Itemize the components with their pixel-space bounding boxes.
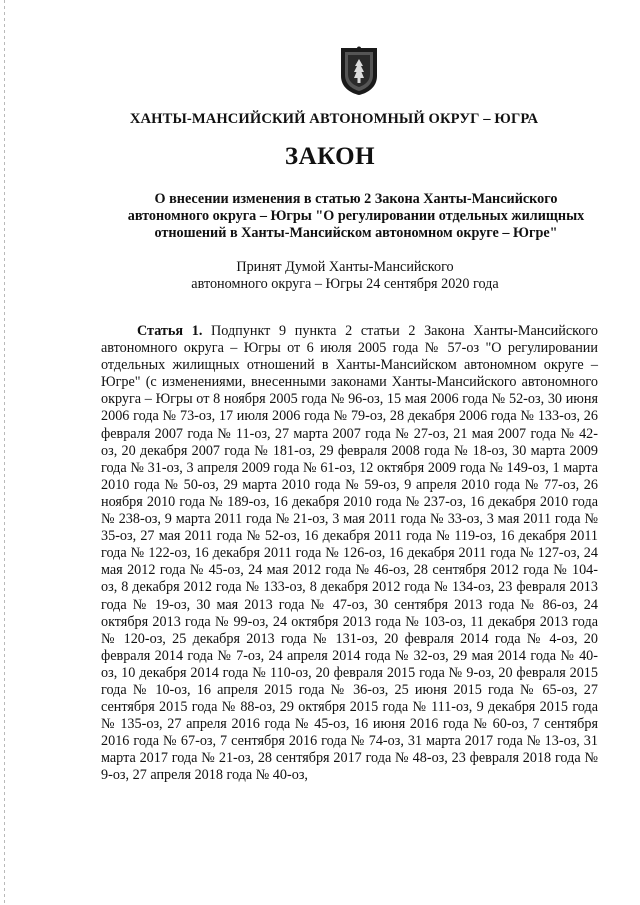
document-type-heading: ЗАКОН	[284, 143, 376, 170]
article-paragraph	[101, 323, 598, 785]
article-number: Статья 1.	[137, 323, 203, 339]
scan-edge-line	[4, 0, 5, 905]
law-title-line: отношений в Ханты-Мансийском автономном округе – Югре"	[154, 225, 558, 241]
coat-of-arms-emblem	[337, 46, 381, 96]
adoption-note-line: автономного округа – Югры 24 сентября 2020 года	[191, 276, 499, 292]
law-title-line: автономного округа – Югры "О регулировании отдельных жилищных	[127, 208, 585, 224]
law-title-line: О внесении изменения в статью 2 Закона Ханты-Мансийского	[154, 191, 558, 207]
article-text: Подпункт 9 пункта 2 статьи 2 Закона Ханты-Мансийского автономного округа – Югры от 6 июля 2005 года № 57-оз "О регулировании отдельных жилищных отношений в Ханты-Мансийском автономном округе – Югре" (с изменениями, внесенными законами Ханты-Мансийского автономного округа – Югры от 8 ноября 2005 года № 96-оз, 15 мая 2006 года № 52-оз, 30 июня 2006 года № 73-оз, 17 июля 2006 года № 79-оз, 28 декабря 2006 года № 133-оз, 26 февраля 2007 года № 11-оз, 27 марта 2007 года № 27-оз, 21 мая 2007 года № 42-оз, 20 декабря 2007 года № 181-оз, 29 февраля 2008 года № 18-оз, 30 марта 2009 года № 31-оз, 3 апреля 2009 года № 61-оз, 12 октября 2009 года № 149-оз, 1 марта 2010 года № 50-оз, 29 марта 2010 года № 59-оз, 9 апреля 2010 года № 77-оз, 26 ноября 2010 года № 189-оз, 16 декабря 2010 года № 237-оз, 16 декабря 2010 года № 238-оз, 9 марта 2011 года № 21-оз, 3 мая 2011 года № 33-оз, 3 мая 2011 года № 35-оз, 27 мая 2011 года № 52-оз, 16 декабря 2011 года № 119-оз, 16 декабря 2011 года № 122-оз, 16 декабря 2011 года № 126-оз, 16 декабря 2011 года № 127-оз, 24 мая 2012 года № 45-оз, 24 мая 2012 года № 46-оз, 28 сентября 2012 года № 104-оз, 8 декабря 2012 года № 133-оз, 8 декабря 2012 года № 134-оз, 23 февраля 2013 года № 19-оз, 30 мая 2013 года № 47-оз, 30 сентября 2013 года № 86-оз, 24 октября 2013 года № 99-оз, 24 октября 2013 года № 103-оз, 11 декабря 2013 года № 120-оз, 25 декабря 2013 года № 131-оз, 20 февраля 2014 года № 4-оз, 20 февраля 2014 года № 7-оз, 24 апреля 2014 года № 32-оз, 29 мая 2014 года № 40-оз, 10 декабря 2014 года № 110-оз, 20 февраля 2015 года № 9-оз, 20 февраля 2015 года № 10-оз, 16 апреля 2015 года № 36-оз, 25 июня 2015 года № 65-оз, 27 сентября 2015 года № 88-оз, 29 октября 2015 года № 111-оз, 9 декабря 2015 года № 135-оз, 27 апреля 2016 года № 45-оз, 16 июня 2016 года № 60-оз, 7 сентября 2016 года № 67-оз, 7 сентября 2016 года № 74-оз, 31 марта 2017 года № 13-оз, 31 марта 2017 года № 21-оз, 28 сентября 2017 года № 48-оз, 23 февраля 2018 года № 9-оз, 27 апреля 2018 года № 40-оз,	[101, 323, 598, 784]
adoption-note-line: Принят Думой Ханты-Мансийского	[236, 259, 454, 275]
adoption-note	[150, 259, 540, 293]
region-heading: ХАНТЫ-МАНСИЙСКИЙ АВТОНОМНЫЙ ОКРУГ – ЮГРА	[129, 111, 539, 127]
law-title	[108, 191, 604, 242]
